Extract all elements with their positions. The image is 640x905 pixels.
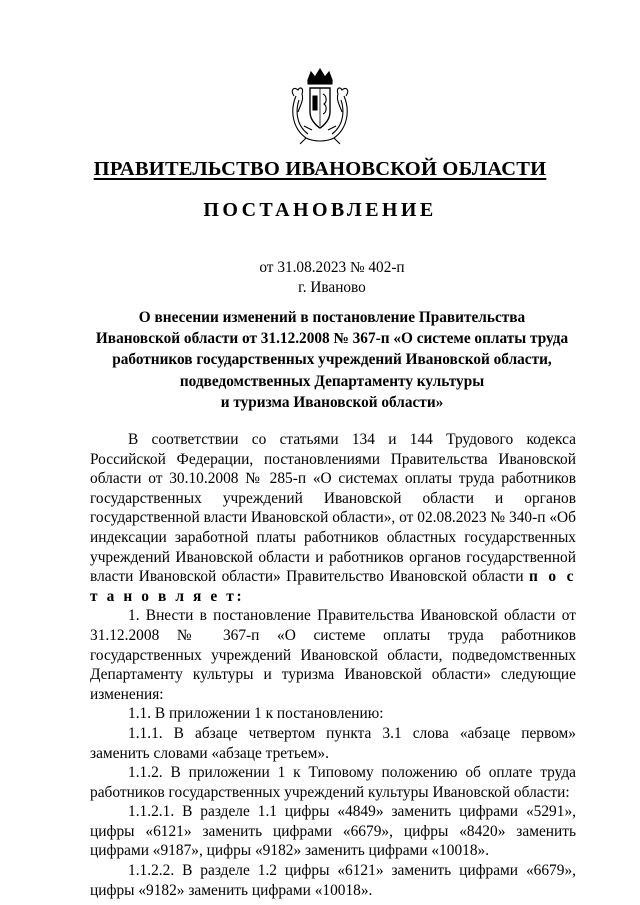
document-type: ПОСТАНОВЛЕНИЕ	[203, 199, 437, 221]
clause-paragraph: 1.1. В приложении 1 к постановлению:	[128, 705, 384, 723]
clause-paragraph: 1.1.2.2. В разделе 1.2 цифры «6121» заменить цифрами «6679», цифры «9182» заменить цифрами «10018».	[90, 862, 576, 899]
preamble-text: В соответствии со статьями 134 и 144 Трудового кодекса Российской Федерации, постановлениями Правительства Ивановской области от 30.10.2008 № 285-п «О системах оплаты труда работников государственных учреждений Ивановской области и органов государственной власти Ивановской области», от 02.08.2023 № 340-п «Об индексации заработной платы работников областных государственных учреждений Ивановской области и работников органов государственной власти Ивановской области» Правительство Ивановской области	[90, 431, 576, 586]
coat-of-arms-emblem	[286, 66, 354, 146]
subject-line: и туризма Ивановской области»	[220, 393, 444, 411]
subject-line: подведомственных Департаменту культуры	[179, 372, 485, 390]
clause-paragraph: 1.1.1. В абзаце четвертом пункта 3.1 слова «абзаце первом» заменить словами «абзаце третьем».	[90, 724, 576, 762]
subject-line: О внесении изменений в постановление Правительства	[138, 309, 526, 326]
document-subject	[70, 307, 594, 413]
city: г. Иваново	[298, 279, 366, 296]
subject-line: работников государственных учреждений Ивановской области,	[112, 351, 552, 369]
subject-line: Ивановской области от 31.12.2008 № 367-п «О системе оплаты труда	[95, 330, 569, 348]
clause-paragraph: 1. Внести в постановление Правительства Ивановской области от 31.12.2008 № 367-п «О системе оплаты труда работников государственных учреждений Ивановской области, подведомственных Департаменту культуры и туризма Ивановской области» следующие изменения:	[90, 607, 576, 703]
clause-paragraph: 1.1.2.1. В разделе 1.1 цифры «4849» заменить цифрами «5291», цифры «6121» заменить цифрами «6679», цифры «8420» заменить цифрами «9187», цифры «9182» заменить цифрами «10018».	[90, 803, 576, 860]
clause-paragraph: 1.1.2. В приложении 1 к Типовому положению об оплате труда работников государственных учреждений культуры Ивановской области:	[90, 764, 576, 801]
organization-title: ПРАВИТЕЛЬСТВО ИВАНОВСКОЙ ОБЛАСТИ	[93, 158, 547, 180]
decree-word: п о с т а н о в л я е т:	[90, 568, 576, 605]
preamble-paragraph	[90, 430, 576, 606]
document-body	[90, 430, 576, 900]
date-number: от 31.08.2023 № 402-п	[259, 259, 405, 276]
